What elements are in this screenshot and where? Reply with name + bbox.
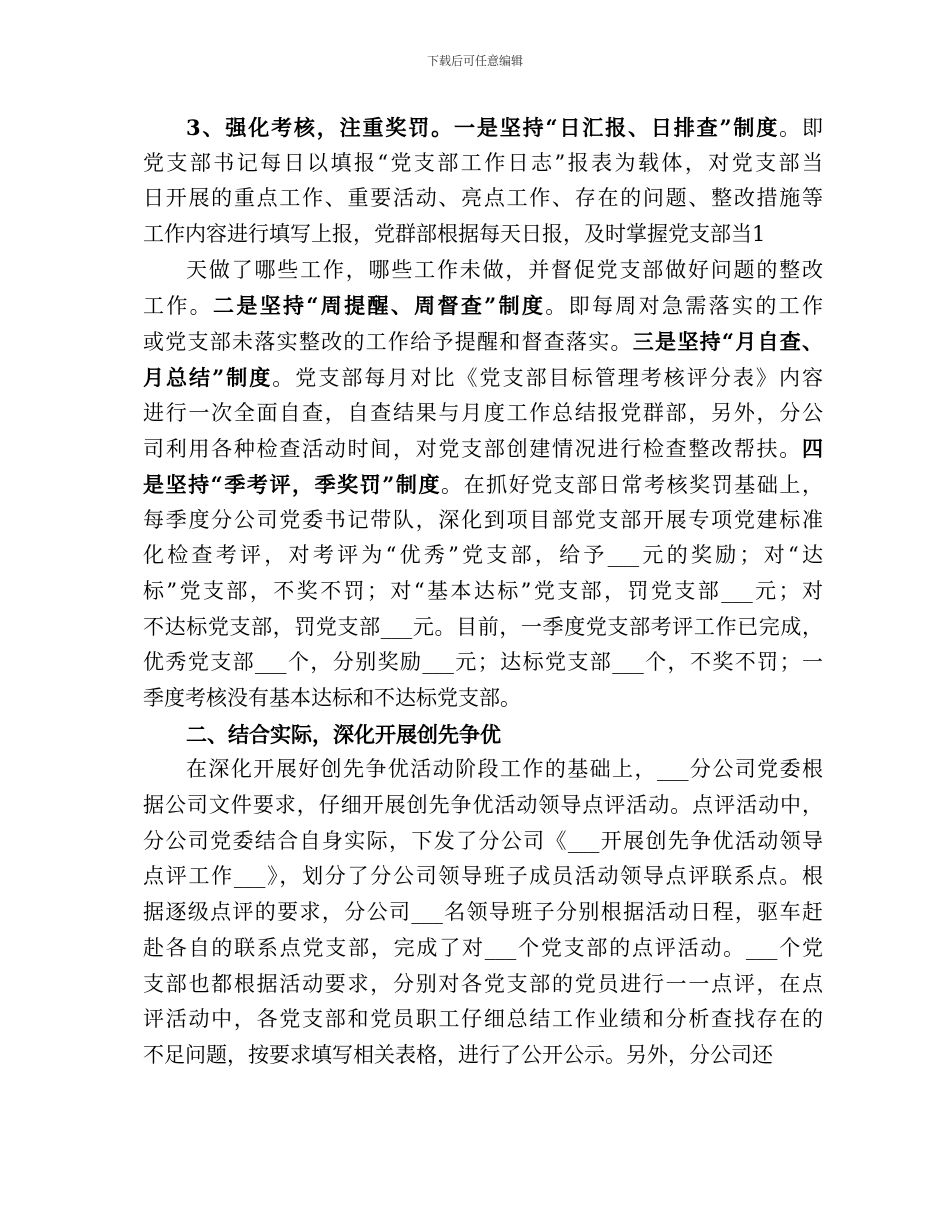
bold-text: 三是坚持“月自查、 [632, 329, 823, 355]
text-line [143, 360, 823, 396]
text-line [143, 859, 823, 895]
text: 日开展的重点工作、重要活动、亮点工作、存在的问题、整改措施等 [143, 186, 823, 211]
text: 不达标党支部，罚党支部___元。目前，一季度党支部考评工作已完成， [143, 614, 823, 639]
text: 工作内容进行填写上报，党群部根据每天日报，及时掌握党支部当1 [143, 222, 766, 247]
bold-text: 是坚持“季考评，季奖罚”制度 [143, 471, 442, 497]
text-line [143, 538, 823, 574]
text-line [143, 431, 823, 467]
text: 党支部书记每日以填报“党支部工作日志”报表为载体，对党支部当 [143, 150, 823, 175]
text: 天做了哪些工作，哪些工作未做，并督促党支部做好问题的整改 [186, 257, 823, 282]
bold-text: 月总结”制度 [143, 364, 273, 390]
text: 司利用各种检查活动时间，对党支部创建情况进行检查整改帮扶。 [143, 437, 802, 462]
text: 在深化开展好创先争优活动阶段工作的基础上，___分公司党委根 [186, 757, 823, 782]
text: 每季度分公司党委书记带队，深化到项目部党支部开展专项党建标准 [143, 507, 823, 532]
text-line [143, 110, 823, 146]
paragraph [143, 253, 823, 717]
text: 。党支部每月对比《党支部目标管理考核评分表》内容 [272, 365, 823, 390]
text: 据公司文件要求，仔细开展创先争优活动领导点评活动。点评活动中， [143, 793, 823, 818]
text-line [143, 610, 823, 646]
text: 评活动中，各党支部和党员职工仔细总结工作业绩和分析查找存在的 [143, 1007, 823, 1032]
text: 化检查考评，对考评为“优秀”党支部，给予___元的奖励；对“达 [143, 543, 823, 568]
text-line [143, 181, 823, 217]
text-line [143, 824, 823, 860]
text-line [143, 967, 823, 1003]
document-body [143, 110, 823, 1074]
text-line [143, 931, 823, 967]
text-line [143, 324, 823, 360]
text-line [143, 895, 823, 931]
paragraph [143, 110, 823, 253]
text-line [143, 217, 823, 253]
text-line [143, 752, 823, 788]
text: 点评工作___》，划分了分公司领导班子成员活动领导点评联系点。根 [143, 864, 823, 889]
text: 。在抓好党支部日常考核奖罚基础上， [441, 472, 823, 497]
paragraph [143, 752, 823, 1073]
text: 工作。 [143, 294, 214, 319]
text-line [143, 288, 823, 324]
text-line [143, 1038, 823, 1074]
text-line [143, 574, 823, 610]
page-header: 下载后可任意编辑 [426, 54, 523, 68]
text: 。即 [779, 116, 823, 140]
text: 据逐级点评的要求，分公司___名领导班子分别根据活动日程，驱车赶 [143, 900, 823, 925]
text-line [143, 503, 823, 539]
text-line [143, 146, 823, 182]
text: 赴各自的联系点党支部，完成了对___个党支部的点评活动。___个党 [143, 935, 823, 960]
text: 。即每周对急需落实的工作 [545, 294, 824, 319]
paragraph [143, 717, 823, 753]
text: 进行一次全面自查，自查结果与月度工作总结报党群部，另外，分公 [143, 400, 823, 425]
bold-text: 二、结合实际，深化开展创先争优 [186, 721, 501, 747]
text-line [143, 645, 823, 681]
text: 季度考核没有基本达标和不达标党支部。 [143, 686, 521, 710]
bold-text: 二是坚持“周提醒、周督查”制度 [213, 293, 546, 319]
text-line [143, 681, 823, 717]
text: 不足问题，按要求填写相关表格，进行了公开公示。另外，分公司还 [143, 1042, 773, 1067]
text: 标”党支部，不奖不罚；对“基本达标”党支部，罚党支部___元；对 [143, 578, 823, 603]
text-line [143, 717, 823, 753]
bold-text: 3、强化考核，注重奖罚。一是坚持“日汇报、日排查”制度 [186, 115, 780, 140]
text-line [143, 1002, 823, 1038]
text-line [143, 396, 823, 432]
bold-text: 四 [802, 436, 823, 462]
text: 分公司党委结合自身实际，下发了分公司《___开展创先争优活动领导 [143, 828, 823, 853]
text: 或党支部未落实整改的工作给予提醒和督查落实。 [143, 330, 633, 355]
text-line [143, 788, 823, 824]
text-line [143, 253, 823, 289]
text-line [143, 467, 823, 503]
text: 优秀党支部___个，分别奖励___元；达标党支部___个，不奖不罚；一 [143, 650, 823, 675]
text: 支部也都根据活动要求，分别对各党支部的党员进行一一点评，在点 [143, 971, 823, 996]
